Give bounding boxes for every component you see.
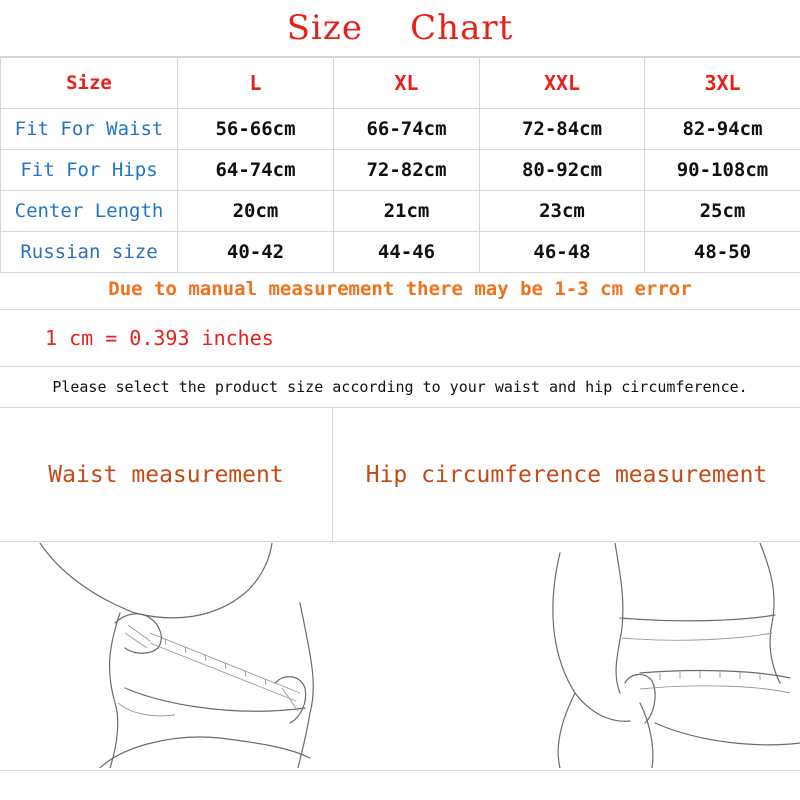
table-row-russian-size: [1, 232, 800, 273]
table-cell: 82-94cm: [645, 109, 800, 150]
table-cell: 72-82cm: [334, 150, 480, 191]
table-cell: 46-48: [480, 232, 645, 273]
waist-measurement-illustration: [40, 543, 313, 768]
measurement-illustrations: [0, 543, 800, 768]
size-table: [0, 57, 800, 273]
size-chart-title: Size Chart: [0, 0, 800, 57]
table-cell: 80-92cm: [480, 150, 645, 191]
table-cell: 64-74cm: [178, 150, 334, 191]
table-cell: 40-42: [178, 232, 334, 273]
unit-conversion: 1 cm = 0.393 inches: [0, 310, 800, 367]
header-xxl: XXL: [480, 58, 645, 109]
table-cell: 56-66cm: [178, 109, 334, 150]
table-cell: 66-74cm: [334, 109, 480, 150]
table-row-waist: [1, 109, 800, 150]
header-size: Size: [1, 58, 178, 109]
measurement-error-note: Due to manual measurement there may be 1-3 cm error: [0, 269, 800, 310]
size-instruction: Please select the product size according to your waist and hip circumference.: [0, 367, 800, 408]
waist-measurement-label: Waist measurement: [0, 408, 333, 542]
table-cell: 20cm: [178, 191, 334, 232]
row-label: Russian size: [1, 232, 178, 273]
hip-measurement-label: Hip circumference measurement: [365, 462, 768, 488]
hip-measurement-illustration: [553, 543, 800, 768]
table-cell: 48-50: [645, 232, 800, 273]
row-label: Fit For Hips: [1, 150, 178, 191]
table-header-row: [1, 58, 800, 109]
table-cell: 90-108cm: [645, 150, 800, 191]
bottom-divider: [0, 770, 800, 771]
table-cell: 21cm: [334, 191, 480, 232]
header-xl: XL: [334, 58, 480, 109]
table-cell: 44-46: [334, 232, 480, 273]
header-3xl: 3XL: [645, 58, 800, 109]
row-label: Fit For Waist: [1, 109, 178, 150]
table-row-hips: [1, 150, 800, 191]
row-label: Center Length: [1, 191, 178, 232]
measurement-labels: [0, 408, 800, 542]
table-cell: 25cm: [645, 191, 800, 232]
header-l: L: [178, 58, 334, 109]
table-cell: 23cm: [480, 191, 645, 232]
table-cell: 72-84cm: [480, 109, 645, 150]
table-row-center-length: [1, 191, 800, 232]
